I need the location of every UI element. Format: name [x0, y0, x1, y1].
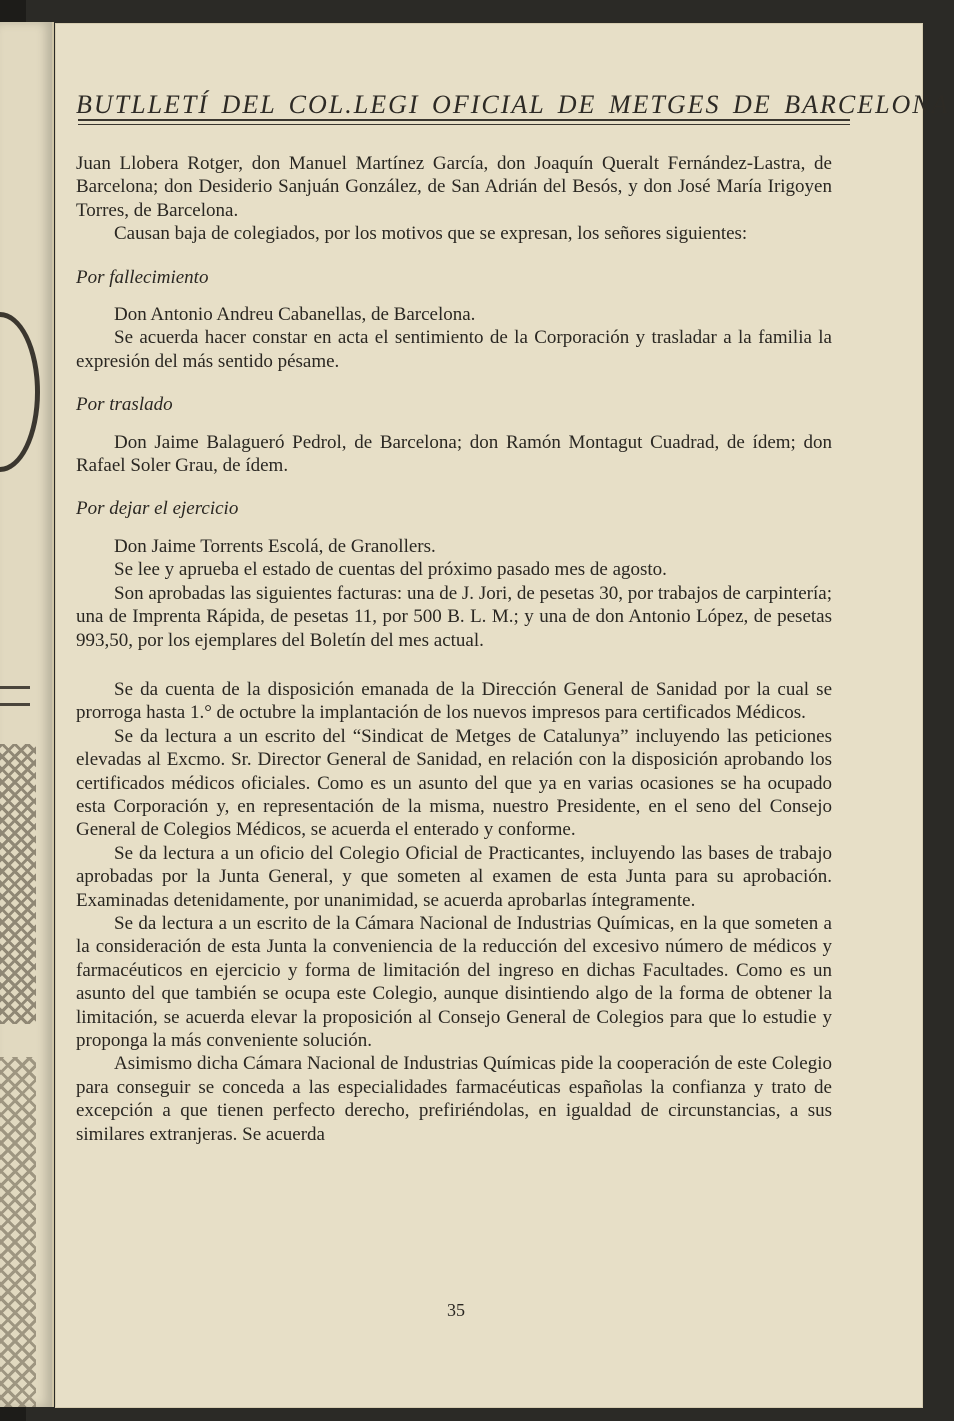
- paragraph: Se da lectura a un escrito del “Sindicat de Metges de Catalunya” incluyendo las peticiones elevadas al Excmo. Sr. Director General de Sanidad, en relación con la disposición aprobando los certificados médicos oficiales. Como es un asunto del que ya en varias ocasiones se ha ocupado esta Corporación y, en representación de la misma, nuestro Presidente, en el seno del Consejo General de Colegios Médicos, se acuerda el enterado y conforme.: [76, 725, 832, 841]
- adjacent-page-ornament: [0, 312, 40, 472]
- paragraph: Don Jaime Balagueró Pedrol, de Barcelona; don Ramón Montagut Cuadrad, de ídem; don Rafael Soler Grau, de ídem.: [76, 431, 832, 477]
- body-text: [76, 152, 832, 1146]
- paragraph: Son aprobadas las siguientes facturas: una de J. Jori, de pesetas 30, por trabajos de carpintería; una de Imprenta Rápida, de pesetas 11, por 500 B. L. M.; y una de don Antonio López, de pesetas 993,50, por los ejemplares del Boletín del mes actual.: [76, 582, 832, 651]
- paragraph: Se da cuenta de la disposición emanada de la Dirección General de Sanidad por la cual se prorroga hasta 1.° de octubre la implantación de los nuevos impresos para certificados Médicos.: [76, 678, 832, 724]
- paragraph: Se lee y aprueba el estado de cuentas del próximo pasado mes de agosto.: [114, 559, 667, 581]
- paragraph: Se da lectura a un escrito de la Cámara Nacional de Industrias Químicas, en la que someten a la consideración de esta Junta la conveniencia de la reducción del excesivo número de médicos y farmacéuticos en ejercicio y forma de limitación del ingreso en dichas Facultades. Como es un asunto del que también se ocupa este Colegio, aunque disintiendo algo de la forma de obtener la limitación, se acuerda elevar la proposición al Consejo General de Colegios para que lo estudie y proponga la más conveniente solución.: [76, 912, 832, 1051]
- paragraph: Se da lectura a un oficio del Colegio Oficial de Practicantes, incluyendo las bases de trabajo aprobadas por la Junta General, y que someten al examen de esta Junta para su aprobación. Examinadas detenidamente, por unanimidad, se acuerda aprobarlas íntegramente.: [76, 842, 832, 911]
- page-number: 35: [447, 1300, 465, 1320]
- adjacent-page-rule: [0, 686, 30, 706]
- paragraph: Don Antonio Andreu Cabanellas, de Barcelona.: [114, 304, 476, 326]
- paragraph: Asimismo dicha Cámara Nacional de Industrias Químicas pide la cooperación de este Colegio para conseguir se conceda a las especialidades farmacéuticas españolas la confianza y trato de excepción a que tienen perfecto derecho, prefiriéndolas, en igualdad de circunstancias, a sus similares extranjeras. Se acuerda: [76, 1053, 832, 1145]
- paragraph: Causan baja de colegiados, por los motivos que se expresan, los señores siguientes:: [114, 223, 748, 245]
- paragraph: Juan Llobera Rotger, don Manuel Martínez García, don Joaquín Queralt Fernández-Lastra, de Barcelona; don Desiderio Sanjuán González, de San Adrián del Besós, y don José María Irigoyen Torres, de Barcelona.: [76, 153, 832, 221]
- header-rule-thin: [78, 124, 850, 125]
- section-heading: Por fallecimiento: [76, 266, 209, 288]
- section-heading: Por traslado: [76, 394, 173, 416]
- document-page: [56, 24, 950, 1407]
- paragraph: Se acuerda hacer constar en acta el sentimiento de la Corporación y trasladar a la familia la expresión del más sentido pésame.: [76, 327, 832, 372]
- adjacent-page: [0, 22, 54, 1407]
- adjacent-page-border-ornament: [0, 1057, 36, 1407]
- adjacent-page-border-ornament: [0, 744, 36, 1024]
- running-header: BUTLLETÍ DEL COL.LEGI OFICIAL DE METGES DE BARCELONA: [76, 90, 950, 119]
- header-rule: [78, 119, 850, 121]
- paragraph: Don Jaime Torrents Escolá, de Granollers.: [114, 535, 436, 557]
- section-heading: Por dejar el ejercicio: [76, 498, 239, 520]
